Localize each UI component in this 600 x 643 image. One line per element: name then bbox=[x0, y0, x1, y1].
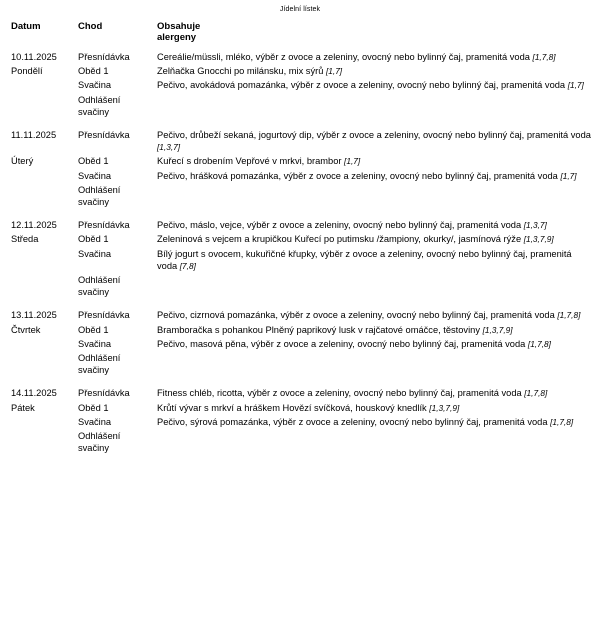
cell-description bbox=[157, 307, 600, 321]
cell-empty bbox=[0, 350, 75, 376]
cell-meal: Oběd 1 bbox=[78, 324, 109, 335]
cell-dayname: Úterý bbox=[11, 156, 34, 167]
allergen-codes: [1,7] bbox=[344, 156, 361, 167]
cell-empty bbox=[0, 246, 75, 272]
allergen-codes: [1,7,8] bbox=[532, 52, 556, 62]
cell-meal: Oběd 1 bbox=[78, 402, 109, 413]
cell-description bbox=[157, 49, 600, 63]
cell-date: 12.11.2025 bbox=[11, 220, 57, 231]
cell-empty bbox=[0, 92, 75, 118]
allergen-codes: [1,7] bbox=[325, 66, 343, 77]
description-text: Pečivo, drůbeží sekaná, jogurtový dip, výběr z ovoce a zeleniny, ovocný nebo bylinný čaj, pramenitá voda bbox=[157, 130, 591, 141]
allergen-codes: [1,7,8] bbox=[527, 338, 551, 349]
table-row bbox=[0, 272, 600, 298]
cell-date: 13.11.2025 bbox=[11, 310, 57, 321]
column-header-meal: Chod bbox=[78, 21, 103, 32]
allergen-codes: [1,3,7,9] bbox=[482, 324, 513, 335]
cell-description bbox=[157, 322, 600, 336]
cell-description bbox=[157, 231, 600, 245]
table-row bbox=[0, 350, 600, 376]
table-row bbox=[0, 336, 600, 350]
cell-meal: Přesnídávka bbox=[78, 388, 130, 399]
table-row bbox=[0, 322, 600, 336]
cell-meal: Odhlášení svačiny bbox=[78, 184, 121, 208]
cell-description bbox=[157, 217, 600, 231]
table-row bbox=[0, 49, 600, 63]
table-row bbox=[0, 400, 600, 414]
cell-empty bbox=[0, 272, 75, 298]
table-row bbox=[0, 385, 600, 399]
allergen-codes: [1,7,8] bbox=[550, 416, 574, 427]
allergen-codes: [1,7] bbox=[567, 80, 584, 91]
column-header-allergens-line2: alergeny bbox=[157, 32, 197, 43]
cell-meal: Svačina bbox=[78, 170, 112, 181]
cell-dayname: Pondělí bbox=[11, 66, 43, 77]
allergen-codes: [1,7] bbox=[560, 170, 577, 181]
cell-meal: Svačina bbox=[78, 338, 112, 349]
table-row bbox=[0, 307, 600, 321]
cell-description bbox=[157, 246, 600, 272]
cell-meal: Přesnídávka bbox=[78, 310, 130, 321]
table-row bbox=[0, 217, 600, 231]
table-row bbox=[0, 63, 600, 77]
description-text: Pečivo, hrášková pomazánka, výběr z ovoce a zeleniny, ovocný nebo bylinný čaj, pramenitá voda bbox=[157, 170, 561, 181]
cell-description bbox=[157, 182, 600, 208]
cell-meal: Odhlášení svačiny bbox=[78, 431, 121, 454]
cell-empty bbox=[0, 182, 75, 208]
description-text: Kuřecí s drobením Vepřové v mrkvi, brambor bbox=[157, 156, 345, 167]
description-text: Bílý jogurt s ovocem, kukuřičné křupky, výběr z ovoce a zeleniny, ovocný nebo bylinný čaj, pramenitá voda bbox=[157, 248, 572, 271]
cell-dayname: Pátek bbox=[11, 402, 35, 413]
column-header-allergens bbox=[157, 21, 600, 49]
cell-description bbox=[157, 153, 600, 167]
cell-meal: Odhlášení svačiny bbox=[78, 94, 121, 117]
table-row bbox=[0, 246, 600, 272]
cell-meal: Přesnídávka bbox=[78, 130, 130, 141]
table-row bbox=[0, 92, 600, 118]
allergen-codes: [1,3,7,9] bbox=[523, 234, 554, 245]
table-row bbox=[0, 168, 600, 182]
description-text: Fitness chléb, ricotta, výběr z ovoce a zeleniny, ovocný nebo bylinný čaj, pramenitá voda bbox=[157, 388, 525, 399]
cell-description bbox=[157, 63, 600, 77]
cell-dayname: Čtvrtek bbox=[11, 324, 41, 335]
cell-meal: Svačina bbox=[78, 80, 112, 91]
cell-meal: Odhlášení svačiny bbox=[78, 353, 121, 376]
page-title: Jídelní lístek bbox=[279, 6, 321, 13]
column-header-date: Datum bbox=[11, 21, 41, 32]
cell-date: 10.11.2025 bbox=[11, 52, 57, 62]
cell-meal: Odhlášení svačiny bbox=[78, 275, 121, 298]
cell-date: 14.11.2025 bbox=[11, 388, 57, 399]
description-text: Krůtí vývar s mrkví a hráškem Hovězí svíčková, houskový knedlík bbox=[157, 402, 430, 413]
description-text: Pečivo, máslo, vejce, výběr z ovoce a zeleniny, ovocný nebo bylinný čaj, pramenitá voda bbox=[157, 220, 524, 231]
table-row bbox=[0, 231, 600, 245]
cell-meal: Oběd 1 bbox=[78, 66, 109, 77]
cell-description bbox=[157, 168, 600, 182]
allergen-codes: [1,3,7] bbox=[523, 220, 547, 231]
row-spacer bbox=[0, 298, 600, 307]
column-header-allergens-line1: Obsahuje bbox=[157, 21, 201, 32]
table-row bbox=[0, 153, 600, 167]
allergen-codes: [1,7,8] bbox=[524, 388, 548, 399]
cell-empty bbox=[0, 77, 75, 91]
description-text: Cereálie/müssli, mléko, výběr z ovoce a zeleniny, ovocný nebo bylinný čaj, pramenitá voda bbox=[157, 52, 533, 62]
cell-meal: Oběd 1 bbox=[78, 156, 109, 167]
cell-meal: Oběd 1 bbox=[78, 234, 109, 245]
cell-description bbox=[157, 272, 600, 298]
description-text: Zeleninová s vejcem a krupičkou Kuřecí po putimsku /žampiony, okurky/, jasmínová rýže bbox=[157, 234, 524, 245]
allergen-codes: [1,3,7,9] bbox=[429, 402, 460, 413]
description-text: Pečivo, masová pěna, výběr z ovoce a zeleniny, ovocný nebo bylinný čaj, pramenitá voda bbox=[157, 338, 528, 349]
cell-empty bbox=[0, 414, 75, 428]
cell-description bbox=[157, 350, 600, 376]
cell-description bbox=[157, 400, 600, 414]
cell-meal: Svačina bbox=[78, 248, 112, 259]
row-spacer bbox=[0, 208, 600, 217]
cell-dayname: Středa bbox=[11, 234, 39, 245]
cell-description bbox=[157, 414, 600, 428]
description-text: Zelňačka Gnocchi po milánsku, mix sýrů bbox=[157, 66, 326, 77]
table-body bbox=[0, 49, 600, 454]
allergen-codes: [1,3,7] bbox=[157, 142, 181, 153]
table-header bbox=[0, 21, 600, 49]
table-row bbox=[0, 428, 600, 454]
description-text: Pečivo, cizrnová pomazánka, výběr z ovoce a zeleniny, ovocný nebo bylinný čaj, pramenitá voda bbox=[157, 310, 558, 321]
cell-description bbox=[157, 336, 600, 350]
cell-description bbox=[157, 385, 600, 399]
description-text: Pečivo, sýrová pomazánka, výběr z ovoce a zeleniny, ovocný nebo bylinný čaj, pramenitá voda bbox=[157, 416, 551, 427]
cell-empty bbox=[0, 336, 75, 350]
table-row bbox=[0, 182, 600, 208]
row-spacer bbox=[0, 376, 600, 385]
table-row bbox=[0, 414, 600, 428]
allergen-codes: [1,7,8] bbox=[557, 310, 581, 321]
cell-empty bbox=[0, 168, 75, 182]
cell-meal: Svačina bbox=[78, 416, 112, 427]
cell-meal: Přesnídávka bbox=[78, 52, 130, 62]
cell-description bbox=[157, 127, 600, 153]
allergen-codes: [7,8] bbox=[179, 260, 196, 271]
description-text: Pečivo, avokádová pomazánka, výběr z ovoce a zeleniny, ovocný nebo bylinný čaj, pramenitá voda bbox=[157, 80, 568, 91]
cell-description bbox=[157, 92, 600, 118]
cell-description bbox=[157, 428, 600, 454]
cell-description bbox=[157, 77, 600, 91]
description-text: Bramboračka s pohankou Plněný paprikový lusk v rajčatové omáčce, těstoviny bbox=[157, 324, 483, 335]
cell-empty bbox=[0, 428, 75, 454]
menu-table bbox=[0, 21, 600, 454]
table-row bbox=[0, 127, 600, 153]
table-row bbox=[0, 77, 600, 91]
cell-date: 11.11.2025 bbox=[11, 130, 57, 141]
row-spacer bbox=[0, 118, 600, 127]
cell-meal: Přesnídávka bbox=[78, 220, 130, 231]
